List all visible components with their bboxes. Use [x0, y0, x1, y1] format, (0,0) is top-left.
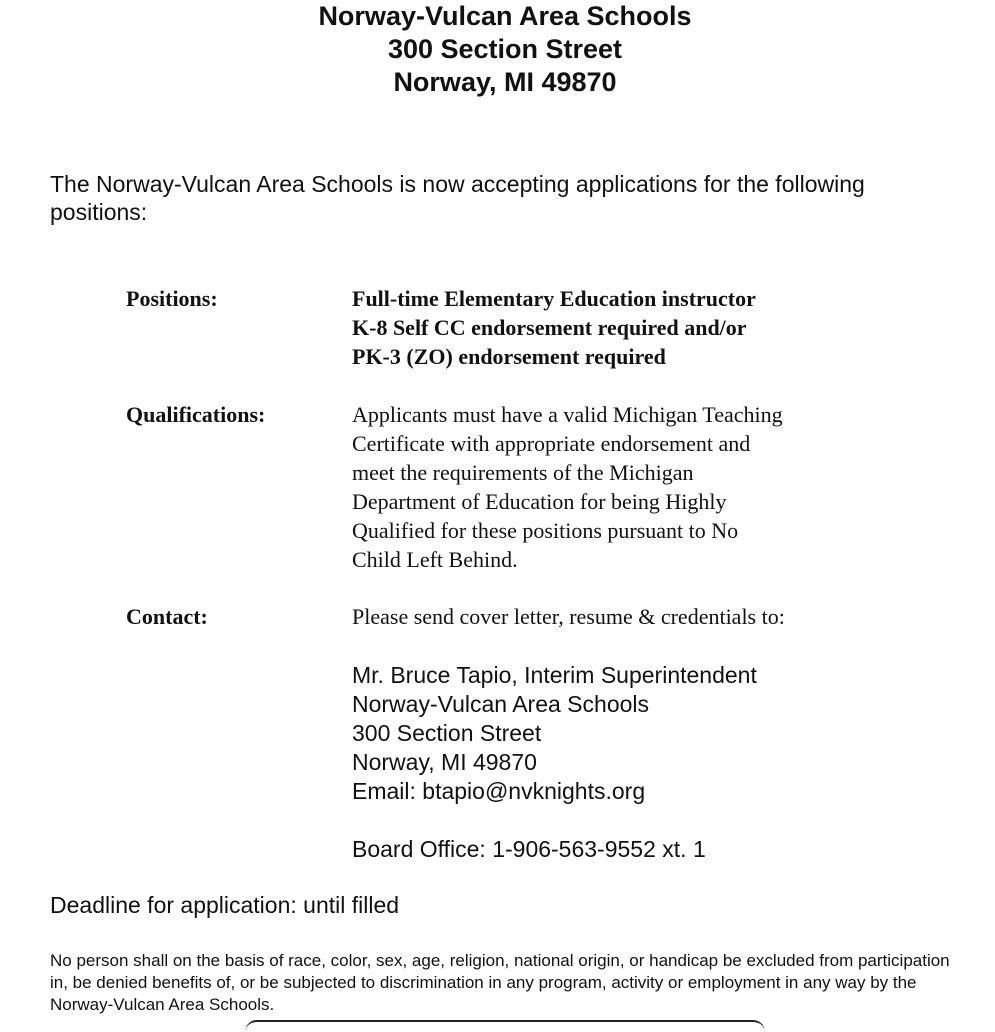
intro-paragraph: The Norway-Vulcan Area Schools is now accepting applications for the following positions: — [50, 171, 865, 225]
application-deadline: Deadline for application: until filled — [50, 892, 400, 918]
qualifications-line: Applicants must have a valid Michigan Teaching — [352, 402, 783, 427]
qualifications-line: Qualified for these positions pursuant to No — [352, 518, 739, 543]
positions-label: Positions: — [126, 286, 218, 311]
contact-instruction-text: Please send cover letter, resume & credentials to: — [352, 604, 785, 629]
letterhead — [0, 0, 995, 99]
positions-line: PK-3 (ZO) endorsement required — [352, 344, 666, 369]
contact-address — [352, 661, 757, 806]
qualifications-line: Certificate with appropriate endorsement and — [352, 431, 751, 456]
positions-line: Full-time Elementary Education instructor — [352, 286, 756, 311]
nondiscrimination-notice: No person shall on the basis of race, color, sex, age, religion, national origin, or handicap be excluded from participation in, be denied benefits of, or be subjected to discrimination in any program, activity or employment in any way by the Norway-Vulcan Area Schools. — [50, 951, 950, 1014]
contact-instruction — [352, 602, 785, 631]
school-city: Norway, MI 49870 — [393, 67, 617, 97]
contact-person: Mr. Bruce Tapio, Interim Superintendent — [352, 662, 757, 688]
contact-email: Email: btapio@nvknights.org — [352, 778, 646, 804]
contact-street: 300 Section Street — [352, 720, 542, 746]
qualifications-line: meet the requirements of the Michigan — [352, 460, 694, 485]
board-office-phone: Board Office: 1-906-563-9552 xt. 1 — [352, 836, 706, 862]
bottom-border-decoration — [245, 1020, 765, 1032]
school-street: 300 Section Street — [387, 34, 623, 64]
qualifications-line: Department of Education for being Highly — [352, 489, 727, 514]
school-name: Norway-Vulcan Area Schools — [318, 1, 692, 31]
positions-line: K-8 Self CC endorsement required and/or — [352, 315, 747, 340]
contact-label: Contact: — [126, 604, 208, 629]
positions-value — [352, 284, 756, 371]
qualifications-label: Qualifications: — [126, 402, 266, 427]
contact-organization: Norway-Vulcan Area Schools — [352, 691, 650, 717]
qualifications-value — [352, 400, 783, 574]
contact-city: Norway, MI 49870 — [352, 749, 537, 775]
qualifications-line: Child Left Behind. — [352, 547, 518, 572]
